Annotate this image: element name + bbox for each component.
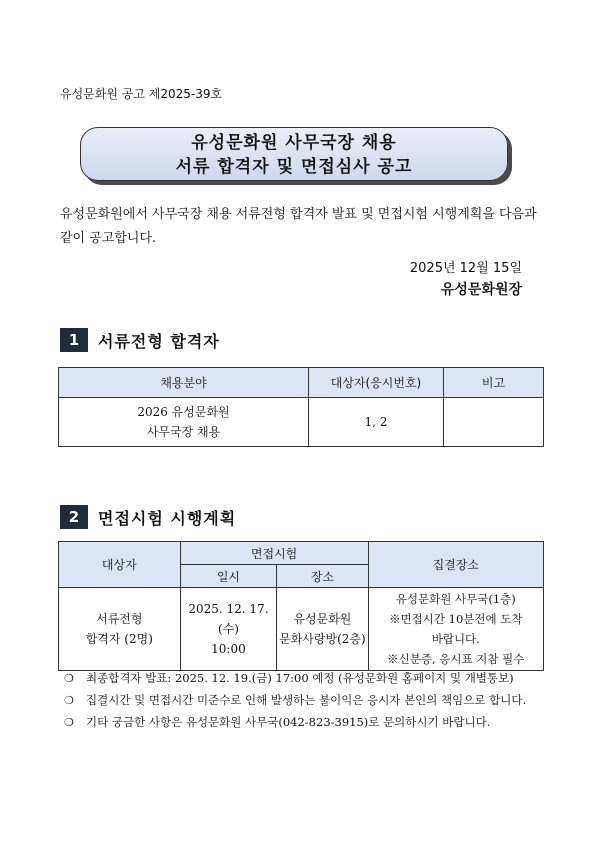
- circle-bullet-icon: ❍: [64, 671, 74, 685]
- header-gathering: 집결장소: [368, 542, 543, 588]
- notice-number: 유성문화원 공고 제2025-39호: [60, 87, 223, 101]
- header-interview: 면접시험: [180, 542, 368, 565]
- section-2-title: 면접시험 시행계획: [98, 508, 237, 528]
- table-row: [59, 398, 544, 447]
- section-2-number: 2: [60, 505, 88, 529]
- notes-list: [64, 667, 526, 733]
- announcement-date: 2025년 12월 15일: [409, 261, 522, 276]
- interview-plan-table: [58, 541, 544, 671]
- table-row: [59, 588, 544, 671]
- note-text: 기타 궁금한 사항은 유성문화원 사무국(042-823-3915)로 문의하시기 바랍니다.: [86, 715, 491, 729]
- section-2-heading: [60, 505, 236, 529]
- title-line-1: 유성문화원 사무국장 채용: [191, 133, 397, 153]
- circle-bullet-icon: ❍: [64, 715, 74, 729]
- table-header-row: [59, 542, 544, 565]
- list-item: [64, 711, 526, 733]
- list-item: [64, 689, 526, 711]
- cell-place: 유성문화원 문화사랑방(2층): [277, 588, 368, 671]
- intro-paragraph: 유성문화원에서 사무국장 채용 서류전형 합격자 발표 및 면접시험 시행계획을 다음과 같이 공고합니다.: [60, 207, 537, 246]
- header-target: 대상자: [59, 542, 181, 588]
- cell-datetime: 2025. 12. 17.(수) 10:00: [180, 588, 277, 671]
- cell-remarks: [444, 398, 544, 447]
- header-applicants: 대상자(응시번호): [309, 368, 444, 398]
- document-pass-table: [58, 367, 544, 447]
- list-item: [64, 667, 526, 689]
- cell-field: 2026 유성문화원 사무국장 채용: [59, 398, 309, 447]
- section-1-title: 서류전형 합격자: [98, 331, 220, 351]
- note-text: 최종합격자 발표: 2025. 12. 19.(금) 17:00 예정 (유성문화원 홈페이지 및 개별통보): [86, 671, 514, 685]
- header-place: 장소: [277, 565, 368, 588]
- title-line-2: 서류 합격자 및 면접심사 공고: [175, 157, 413, 177]
- table-header-row: [59, 368, 544, 398]
- cell-gathering: 유성문화원 사무국(1층) ※면접시간 10분전에 도착 바랍니다. ※신분증, 응시표 지참 필수: [368, 588, 543, 671]
- issuer-name: 유성문화원장: [440, 282, 522, 298]
- header-field: 채용분야: [59, 368, 309, 398]
- header-remarks: 비고: [444, 368, 544, 398]
- cell-target: 서류전형 합격자 (2명): [59, 588, 181, 671]
- cell-applicants: 1, 2: [309, 398, 444, 447]
- note-text: 집결시간 및 면접시간 미준수로 인해 발생하는 불이익은 응시자 본인의 책임으로 합니다.: [86, 693, 527, 707]
- title-banner: [80, 127, 508, 181]
- header-datetime: 일시: [180, 565, 277, 588]
- section-1-heading: [60, 328, 220, 352]
- section-1-number: 1: [60, 328, 88, 352]
- circle-bullet-icon: ❍: [64, 693, 74, 707]
